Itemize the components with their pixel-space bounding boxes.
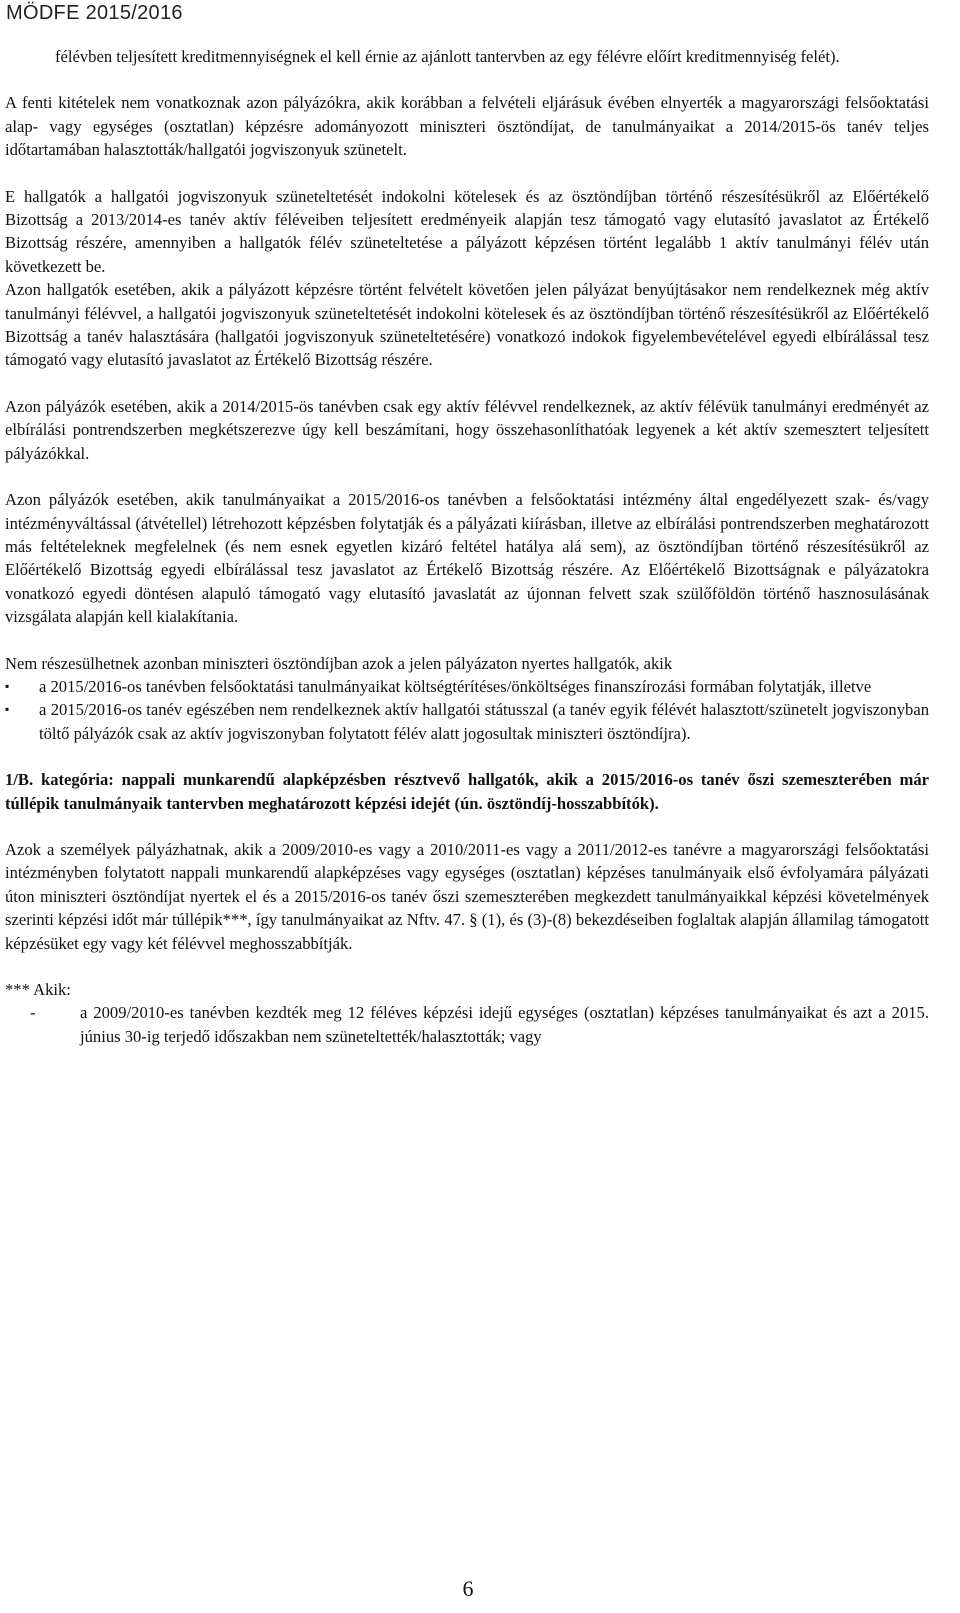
paragraph-no-active-semester: Azon hallgatók esetében, akik a pályázott képzésre történt felvételt követően jelen pályázat benyújtásakor nem rendelkeznek még aktív tanulmányi félévvel, a hallgatói jogviszonyuk szüneteltetését indokolni kötelesek és az ösztöndíjban történő részesítésükről az Előértékelő Bizottság a tanév halasztására (hallgatói jogviszonyuk szüneteltetésére) vonatkozó indokok figyelembevételével egyedi elbírálással tesz támogató vagy elutasító javaslatot az Értékelő Bizottság részére. <box>5 280 929 370</box>
document-header: MÖDFE 2015/2016 <box>6 2 183 24</box>
footnote-label: *** Akik: <box>5 980 71 999</box>
paragraph-suspension: E hallgatók a hallgatói jogviszonyuk szüneteltetését indokolni kötelesek és az ösztöndíjban történő részesítésükről az Előértékelő Bizottság a 2013/2014-es tanév aktív féléveiben teljesített eredményeik alapján tesz támogató vagy elutasító javaslatot az Értékelő Bizottság részére, amennyiben a hallgatók félév szüneteltetése a pályázott képzésen történt legalább 1 aktív tanulmányi félév után következett be. <box>5 186 929 276</box>
dash-marker: - <box>30 1003 36 1023</box>
ineligible-list <box>5 675 929 745</box>
list-item <box>5 1001 929 1048</box>
bullet-marker: ▪ <box>5 702 10 717</box>
paragraph-continuation: félévben teljesített kreditmennyiségnek el kell érnie az ajánlott tantervben az egy félévre előírt kreditmennyiség felét). <box>55 47 840 66</box>
paragraph-ineligible-intro: Nem részesülhetnek azonban miniszteri ösztöndíjban azok a jelen pályázaton nyertes hallgatók, akik <box>5 653 673 673</box>
paragraph-eligibility: Azok a személyek pályázhatnak, akik a 2009/2010-es vagy a 2010/2011-es vagy a 2011/2012-es tanévre a magyarországi felsőoktatási intézményben folytatott nappali munkarendű alapképzéses vagy egységes (osztatlan) képzéses tanulmányaik első évfolyamára pályázati úton miniszteri ösztöndíjat nyertek el és a 2015/2016-os tanév őszi szemeszterében megkezdett tanulmányaikkal képzési követelmények szerinti képzési időt már túllépik***, így tanulmányaikat az Nftv. 47. § (1), és (3)-(8) bekezdéseiben foglaltak alapján államilag támogatott képzésüket egy vagy két félévvel meghosszabbítják. <box>5 839 929 953</box>
list-item-text: a 2015/2016-os tanév egészében nem rendelkeznek aktív hallgatói státusszal (a tanév egyik félévét halasztott/szünetelt jogviszonyban töltő pályázók csak az aktív jogviszonyban folytatott félév alatt jogosultak miniszteri ösztöndíjra). <box>39 700 929 743</box>
footnote-list <box>5 1001 929 1048</box>
list-item-text: a 2015/2016-os tanévben felsőoktatási tanulmányaikat költségtérítéses/önköltséges finanszírozási formában folytatják, illetve <box>39 676 872 696</box>
document-body <box>5 45 929 1048</box>
paragraph-one-semester: Azon pályázók esetében, akik a 2014/2015-ös tanévben csak egy aktív félévvel rendelkeznek, az aktív félévük tanulmányi eredményét az elbírálási pontrendszerben megkétszerezve úgy kell beszámítani, hogy összehasonlíthatóak legyenek a két aktív szemesztert teljesített pályázókkal. <box>5 396 929 463</box>
paragraph-exceptions: A fenti kitételek nem vonatkoznak azon pályázókra, akik korábban a felvételi eljárásuk évében elnyerték a magyarországi felsőoktatási alap- vagy egységes (osztatlan) képzésre adományozott miniszteri ösztöndíjat, de tanulmányaikat a 2014/2015-ös tanév teljes időtartamában halasztották/hallgatói jogviszonyuk szünetelt. <box>5 93 929 160</box>
paragraph-transfer: Azon pályázók esetében, akik tanulmányaikat a 2015/2016-os tanévben a felsőoktatási intézmény által engedélyezett szak- és/vagy intézményváltással (átvétellel) létrehozott képzésben folytatják és a pályázati kiírásban, illetve az elbírálási pontrendszerben meghatározott más feltételeknek megfelelnek (és nem esnek egyetlen kizáró feltétel hatálya alá sem), az ösztöndíjban történő részesítésükről az Előértékelő Bizottság egyedi elbírálással tesz javaslatot az Értékelő Bizottság részére. Az Előértékelő Bizottságnak e pályázatokra vonatkozó egyedi döntésen alapuló támogató vagy elutasító javaslatát az újonnan felvett szak szülőföldön történő hasznosulásának vizsgálata alapján kell kialakítania. <box>5 490 929 627</box>
list-item <box>5 698 929 745</box>
page-number: 6 <box>462 1576 474 1601</box>
bullet-marker: ▪ <box>5 678 10 693</box>
list-item <box>5 675 929 698</box>
section-heading-1b: 1/B. kategória: nappali munkarendű alapképzésben résztvevő hallgatók, akik a 2015/2016-os tanév őszi szemeszterében már túllépik tanulmányaik tantervben meghatározott képzési idejét (ún. ösztöndíj-hosszabbítók). <box>5 770 929 813</box>
list-item-text: a 2009/2010-es tanévben kezdték meg 12 féléves képzési idejű egységes (osztatlan) képzéses tanulmányaikat és azt a 2015. június 30-ig terjedő időszakban nem szüneteltették/halasztották; vagy <box>80 1003 929 1046</box>
